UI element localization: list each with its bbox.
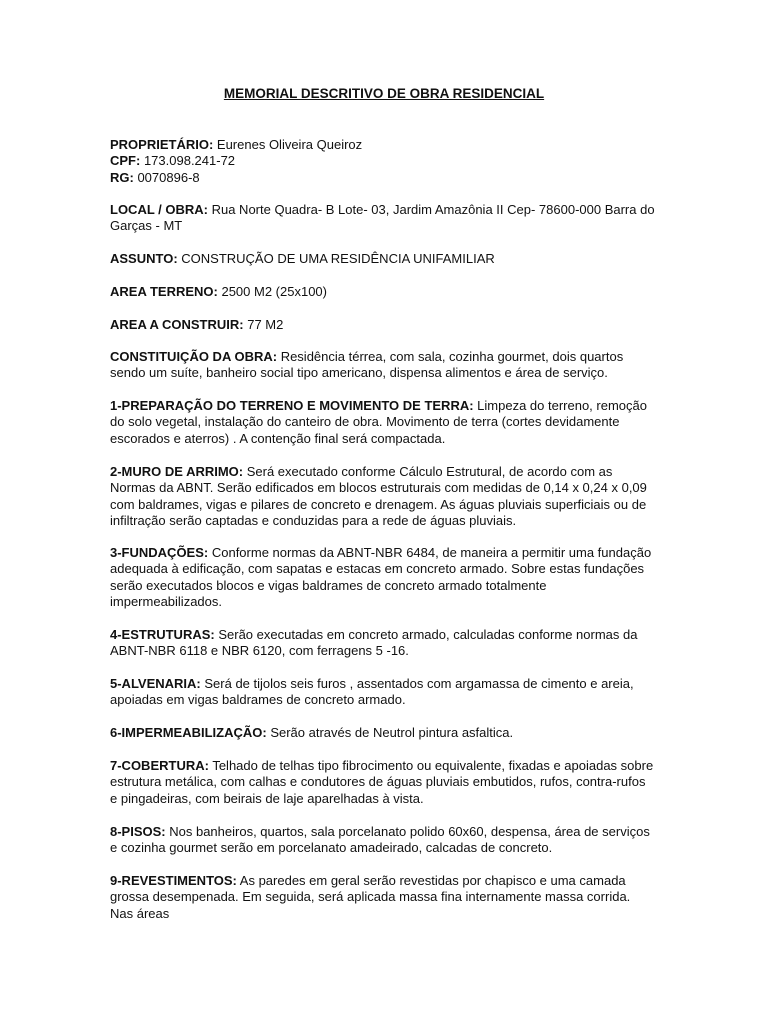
constitution-label: CONSTITUIÇÃO DA OBRA: <box>110 349 278 364</box>
section-4 <box>110 627 655 660</box>
section-label: 1-PREPARAÇÃO DO TERRENO E MOVIMENTO DE TERRA: <box>110 398 474 413</box>
section-label: 6-IMPERMEABILIZAÇÃO: <box>110 725 267 740</box>
rg-value: 0070896-8 <box>133 169 200 185</box>
build-area-value: 77 M2 <box>243 317 284 332</box>
constitution-line <box>110 349 655 382</box>
land-area-line <box>110 284 655 300</box>
location-line <box>110 202 655 235</box>
section-text: As paredes em geral serão revestidas por chapisco e uma camada grossa desempenada. Em seguida, será aplicada massa fina internamente massa corrida. Nas áreas <box>110 873 631 921</box>
owner-line <box>110 137 655 153</box>
section-text: Conforme normas da ABNT-NBR 6484, de maneira a permitir uma fundação adequada à edificação, com sapatas e estacas em concreto armado. Sobre estas fundações serão executados blocos e vigas baldrames de concreto armado totalmente impermeabilizados. <box>110 545 652 609</box>
section-text: Limpeza do terreno, remoção do solo vegetal, instalação do canteiro de obra. Movimento de terra (cortes devidamente escorados e aterros) . A contenção final será compactada. <box>110 398 647 446</box>
section-5 <box>110 676 655 709</box>
owner-value: Eurenes Oliveira Queiroz <box>213 137 363 152</box>
section-2 <box>110 464 655 529</box>
section-text: Serão executadas em concreto armado, calculadas conforme normas da ABNT-NBR 6118 e NBR 6120, com ferragens 5 -16. <box>110 627 638 659</box>
rg-line <box>110 170 655 186</box>
constitution-value: Residência térrea, com sala, cozinha gourmet, dois quartos sendo um suíte, banheiro social tipo americano, dispensa alimentos e área de serviço. <box>110 349 624 381</box>
owner-label: PROPRIETÁRIO: <box>110 137 214 152</box>
build-area-label: AREA A CONSTRUIR: <box>110 317 244 332</box>
section-label: 4-ESTRUTURAS: <box>110 627 215 642</box>
section-label: 8-PISOS: <box>110 824 166 839</box>
land-area-label: AREA TERRENO: <box>110 284 218 299</box>
owner-info <box>110 137 655 186</box>
rg-label: RG: <box>110 169 134 185</box>
section-label: 2-MURO DE ARRIMO: <box>110 464 244 479</box>
section-6 <box>110 725 655 741</box>
section-text: Telhado de telhas tipo fibrocimento ou equivalente, fixadas e apoiadas sobre estrutura metálica, com calhas e condutores de águas pluviais embutidos, rufos, contra-rufos e pingadeiras, com beirais de laje aparelhadas à vista. <box>110 758 654 806</box>
document-title: MEMORIAL DESCRITIVO DE OBRA RESIDENCIAL <box>223 86 545 101</box>
section-text: Serão através de Neutrol pintura asfaltica. <box>266 725 514 740</box>
section-label: 3-FUNDAÇÕES: <box>110 545 209 560</box>
section-label: 5-ALVENARIA: <box>110 676 201 691</box>
land-area-value: 2500 M2 (25x100) <box>217 284 327 299</box>
cpf-label: CPF: <box>110 153 141 169</box>
subject-value: CONSTRUÇÃO DE UMA RESIDÊNCIA UNIFAMILIAR <box>177 251 495 266</box>
section-text: Nos banheiros, quartos, sala porcelanato polido 60x60, despensa, área de serviços e cozinha gourmet serão em porcelanato amadeirado, calcadas de concreto. <box>110 824 650 856</box>
subject-line <box>110 251 655 267</box>
section-text: Será executado conforme Cálculo Estrutural, de acordo com as Normas da ABNT. Serão edificados em blocos estruturais com medidas de 0,14 x 0,24 x 0,09 com baldrames, vigas e pilares de concreto e drenagem. As águas pluviais superficiais ou de infiltração serão captadas e conduzidas para a rede de águas pluviais. <box>110 464 647 528</box>
section-1 <box>110 398 655 447</box>
section-label: 7-COBERTURA: <box>110 758 209 773</box>
subject-label: ASSUNTO: <box>110 251 178 266</box>
section-3 <box>110 545 655 610</box>
section-text: Será de tijolos seis furos , assentados com argamassa de cimento e areia, apoiadas em vigas baldrames de concreto armado. <box>110 676 634 708</box>
cpf-value: 173.098.241-72 <box>140 153 236 169</box>
section-7 <box>110 758 655 807</box>
build-area-line <box>110 317 655 333</box>
cpf-line <box>110 153 655 169</box>
section-label: 9-REVESTIMENTOS: <box>110 873 237 888</box>
section-9 <box>110 873 655 922</box>
section-8 <box>110 824 655 857</box>
location-value: Rua Norte Quadra- B Lote- 03, Jardim Amazônia II Cep- 78600-000 Barra do Garças - MT <box>110 202 655 234</box>
location-label: LOCAL / OBRA: <box>110 202 208 217</box>
